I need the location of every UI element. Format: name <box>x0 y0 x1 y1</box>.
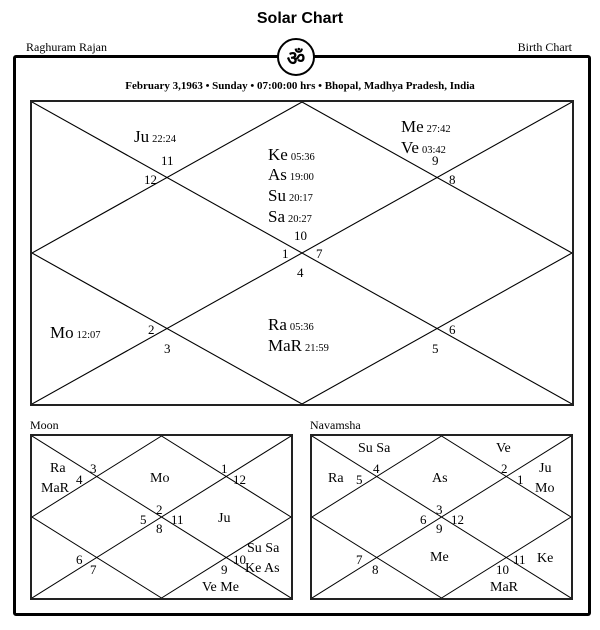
moon-house-1: 1 <box>221 461 228 476</box>
nav-planet-me: Me <box>430 550 449 565</box>
nav-house-12: 12 <box>451 512 464 527</box>
moon-house-7: 7 <box>90 562 97 577</box>
main-house-8: 8 <box>449 172 456 187</box>
main-planet-ju: Ju 22:24 <box>134 127 177 146</box>
nav-house-7: 7 <box>356 552 363 567</box>
nav-house-5: 5 <box>356 472 363 487</box>
nav-planet-ju: Ju <box>539 461 552 476</box>
main-house-4: 4 <box>297 265 304 280</box>
page-title: Solar Chart <box>256 10 344 27</box>
planet-degree: 19:00 <box>289 172 314 183</box>
moon-planet-su-sa: Su Sa <box>247 541 280 556</box>
moon-house-9: 9 <box>221 562 228 577</box>
main-planet-mar: MaR 21:59 <box>268 336 329 355</box>
nav-planet-mo: Mo <box>535 481 555 496</box>
nav-house-8: 8 <box>372 562 379 577</box>
navamsha-chart-label: Navamsha <box>310 418 361 432</box>
nav-planet-ke: Ke <box>537 551 554 566</box>
main-planet-sa: Sa 20:27 <box>268 207 312 226</box>
moon-house-3: 3 <box>90 461 97 476</box>
main-house-10: 10 <box>294 228 307 243</box>
main-house-5: 5 <box>432 341 439 356</box>
main-planet-ve: Ve 03:42 <box>401 138 446 157</box>
nav-house-3: 3 <box>436 502 443 517</box>
planet-degree: 05:36 <box>289 322 314 333</box>
moon-house-6: 6 <box>76 552 83 567</box>
main-house-7: 7 <box>316 246 323 261</box>
planet-degree: 12:07 <box>76 330 101 341</box>
nav-planet-ve: Ve <box>496 441 511 456</box>
main-house-6: 6 <box>449 322 456 337</box>
main-planet-mo: Mo 12:07 <box>50 323 101 342</box>
navamsha-chart <box>310 434 573 600</box>
main-planet-ke: Ke 05:36 <box>268 145 315 164</box>
moon-planet-ju: Ju <box>218 511 231 526</box>
main-planet-su: Su 20:17 <box>268 186 313 205</box>
nav-planet-su-sa: Su Sa <box>358 441 391 456</box>
nav-planet-mar: MaR <box>490 580 518 595</box>
moon-house-8: 8 <box>156 521 163 536</box>
main-house-2: 2 <box>148 322 155 337</box>
nav-house-11: 11 <box>513 552 526 567</box>
main-house-1: 1 <box>282 246 289 261</box>
moon-chart-label: Moon <box>30 418 59 432</box>
navamsha-chart-lines <box>312 436 571 598</box>
nav-house-1: 1 <box>517 472 524 487</box>
chart-kind-label: Birth Chart <box>517 40 572 54</box>
moon-planet-mo: Mo <box>150 471 170 486</box>
nav-house-9: 9 <box>436 521 443 536</box>
moon-house-11: 11 <box>171 512 184 527</box>
moon-planet-mar: MaR <box>41 481 69 496</box>
planet-degree: 22:24 <box>152 134 177 145</box>
main-house-11: 11 <box>161 153 174 168</box>
planet-degree: 21:59 <box>305 343 329 354</box>
moon-house-2: 2 <box>156 502 163 517</box>
person-name: Raghuram Rajan <box>26 40 107 54</box>
birth-info: February 3,1963 • Sunday • 07:00:00 hrs • Bhopal, Madhya Pradesh, India <box>125 80 475 92</box>
planet-degree: 05:36 <box>290 152 315 163</box>
planet-degree: 27:42 <box>426 124 451 135</box>
moon-planet-ve-me: Ve Me <box>202 580 239 595</box>
main-house-9: 9 <box>432 153 439 168</box>
moon-chart <box>30 434 293 600</box>
moon-house-4: 4 <box>76 472 83 487</box>
nav-planet-as: As <box>432 471 448 486</box>
nav-planet-ra: Ra <box>328 471 344 486</box>
main-planet-ra: Ra 05:36 <box>268 315 314 334</box>
main-birth-chart <box>30 100 574 406</box>
main-planet-me: Me 27:42 <box>401 117 451 136</box>
main-house-3: 3 <box>164 341 171 356</box>
moon-planet-ke-as: Ke As <box>245 561 280 576</box>
main-planet-as: As 19:00 <box>268 165 314 184</box>
moon-house-5: 5 <box>140 512 147 527</box>
planet-degree: 20:17 <box>288 193 313 204</box>
moon-house-10: 10 <box>233 552 246 567</box>
om-icon: ॐ <box>277 38 315 76</box>
nav-house-6: 6 <box>420 512 427 527</box>
main-house-12: 12 <box>144 172 157 187</box>
nav-house-4: 4 <box>373 461 380 476</box>
nav-house-10: 10 <box>496 562 509 577</box>
moon-house-12: 12 <box>233 472 246 487</box>
planet-degree: 03:42 <box>421 145 446 156</box>
nav-house-2: 2 <box>501 461 508 476</box>
moon-planet-ra: Ra <box>50 461 66 476</box>
planet-degree: 20:27 <box>288 214 312 225</box>
